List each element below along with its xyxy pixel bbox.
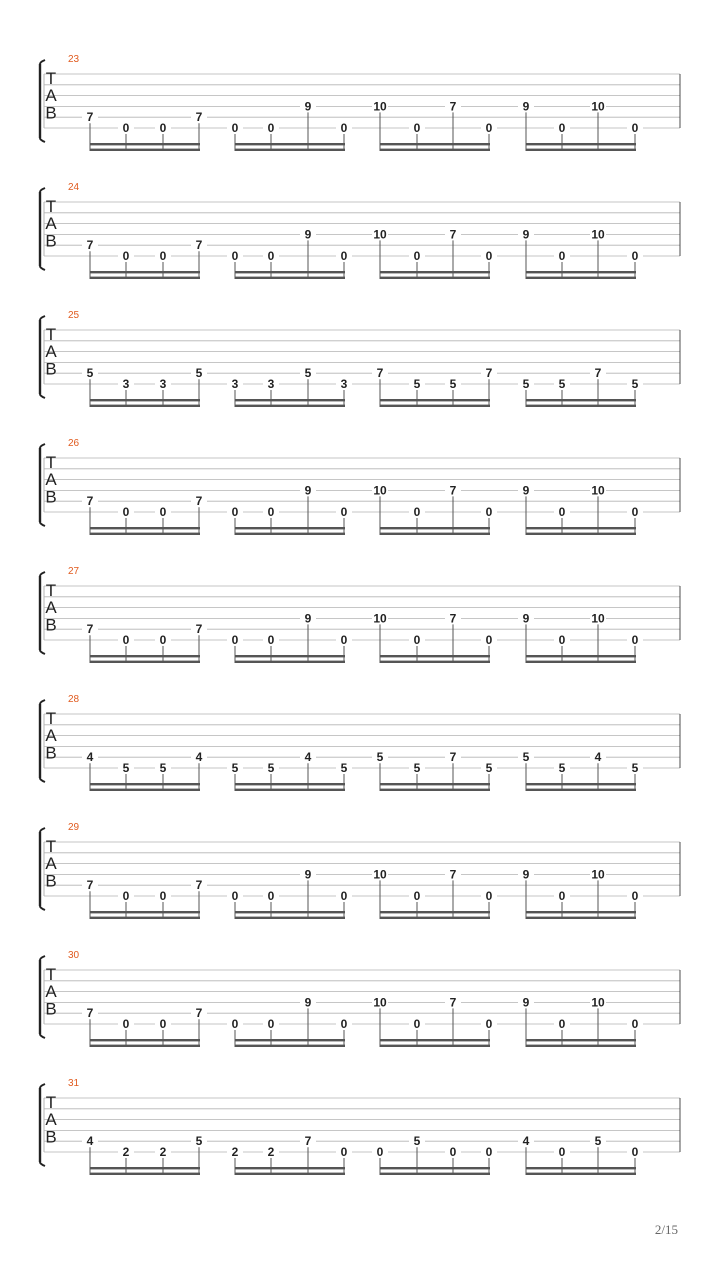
beam-lower: [526, 661, 636, 663]
fret-number: 3: [122, 377, 130, 391]
beam-lower: [235, 1045, 345, 1047]
fret-number: 4: [195, 750, 203, 765]
fret-number: 0: [558, 633, 566, 647]
fret-number: 0: [231, 121, 239, 135]
fret-number: 5: [413, 377, 421, 391]
fret-number: 0: [159, 1017, 167, 1031]
fret-number: 7: [449, 483, 457, 498]
fret-number: 7: [449, 867, 457, 882]
beam-upper: [90, 911, 200, 913]
beam-lower: [380, 1173, 490, 1175]
beam-upper: [380, 783, 490, 785]
tab-clef-a: A: [45, 982, 57, 1002]
beam-upper: [380, 143, 490, 145]
measure-number: 25: [68, 310, 80, 321]
fret-number: 0: [631, 1145, 639, 1159]
fret-number: 5: [195, 1134, 203, 1149]
fret-number: 0: [558, 1145, 566, 1159]
fret-number: 5: [485, 761, 493, 775]
fret-number: 10: [373, 611, 387, 626]
fret-number: 2: [159, 1145, 167, 1159]
beam-lower: [380, 917, 490, 919]
fret-number: 0: [631, 633, 639, 647]
beam-lower: [526, 277, 636, 279]
beam-lower: [90, 789, 200, 791]
fret-number: 3: [159, 377, 167, 391]
fret-number: 0: [122, 1017, 130, 1031]
fret-number: 0: [122, 121, 130, 135]
fret-number: 3: [340, 377, 348, 391]
fret-number: 0: [485, 889, 493, 903]
beam-lower: [235, 789, 345, 791]
fret-number: 0: [267, 889, 275, 903]
fret-number: 0: [631, 889, 639, 903]
beam-lower: [380, 789, 490, 791]
fret-number: 10: [591, 611, 605, 626]
fret-number: 0: [485, 249, 493, 263]
measure-number: 24: [68, 182, 80, 193]
beam-lower: [235, 149, 345, 151]
fret-number: 3: [231, 377, 239, 391]
fret-number: 0: [558, 1017, 566, 1031]
fret-number: 10: [373, 995, 387, 1010]
tab-clef-a: A: [45, 470, 57, 490]
fret-number: 5: [267, 761, 275, 775]
fret-number: 0: [485, 1017, 493, 1031]
tab-clef-t: T: [45, 452, 57, 472]
tab-clef-b: B: [45, 615, 57, 635]
fret-number: 7: [485, 366, 493, 381]
bracket-top-hook: [40, 956, 45, 960]
fret-number: 9: [304, 483, 312, 498]
beam-upper: [380, 655, 490, 657]
fret-number: 0: [122, 249, 130, 263]
fret-number: 0: [413, 633, 421, 647]
fret-number: 0: [631, 121, 639, 135]
beam-lower: [526, 149, 636, 151]
tab-clef-b: B: [45, 103, 57, 123]
fret-number: 0: [485, 1145, 493, 1159]
fret-number: 0: [340, 1017, 348, 1031]
fret-number: 0: [159, 505, 167, 519]
beam-lower: [380, 661, 490, 663]
tab-clef-t: T: [45, 580, 57, 600]
beam-lower: [90, 149, 200, 151]
fret-number: 9: [522, 99, 530, 114]
bracket-bottom-hook: [40, 266, 45, 270]
bracket-top-hook: [40, 700, 45, 704]
staff-system: [40, 1078, 680, 1175]
bracket-top-hook: [40, 572, 45, 576]
tab-clef-a: A: [45, 1110, 57, 1130]
fret-number: 5: [304, 366, 312, 381]
fret-number: 7: [449, 995, 457, 1010]
bracket-top-hook: [40, 444, 45, 448]
beam-upper: [90, 1039, 200, 1041]
fret-number: 7: [86, 878, 94, 893]
fret-number: 0: [485, 505, 493, 519]
fret-number: 5: [159, 761, 167, 775]
fret-number: 0: [413, 1017, 421, 1031]
fret-number: 9: [522, 611, 530, 626]
fret-number: 5: [522, 377, 530, 391]
beam-upper: [235, 783, 345, 785]
fret-number: 0: [231, 505, 239, 519]
fret-number: 5: [195, 366, 203, 381]
bracket-bottom-hook: [40, 1034, 45, 1038]
measure-number: 28: [68, 694, 80, 705]
beam-lower: [235, 533, 345, 535]
fret-number: 4: [86, 750, 94, 765]
bracket-bottom-hook: [40, 138, 45, 142]
fret-number: 0: [340, 505, 348, 519]
fret-number: 7: [195, 1006, 203, 1021]
fret-number: 0: [376, 1145, 384, 1159]
tab-clef-t: T: [45, 68, 57, 88]
fret-number: 0: [267, 633, 275, 647]
fret-number: 5: [122, 761, 130, 775]
fret-number: 9: [522, 483, 530, 498]
fret-number: 10: [373, 483, 387, 498]
fret-number: 9: [304, 227, 312, 242]
beam-lower: [90, 277, 200, 279]
fret-number: 4: [522, 1134, 530, 1149]
fret-number: 4: [594, 750, 602, 765]
beam-lower: [526, 1045, 636, 1047]
beam-upper: [526, 1167, 636, 1169]
fret-number: 0: [340, 633, 348, 647]
fret-number: 0: [485, 121, 493, 135]
beam-lower: [235, 405, 345, 407]
beam-upper: [235, 1167, 345, 1169]
bracket-bottom-hook: [40, 778, 45, 782]
fret-number: 0: [159, 889, 167, 903]
fret-number: 7: [195, 622, 203, 637]
fret-number: 5: [631, 761, 639, 775]
tab-clef-t: T: [45, 324, 57, 344]
fret-number: 7: [86, 1006, 94, 1021]
beam-upper: [380, 527, 490, 529]
fret-number: 9: [304, 995, 312, 1010]
tab-clef-t: T: [45, 836, 57, 856]
beam-lower: [526, 533, 636, 535]
fret-number: 0: [413, 249, 421, 263]
beam-upper: [90, 1167, 200, 1169]
fret-number: 0: [122, 505, 130, 519]
fret-number: 0: [340, 1145, 348, 1159]
fret-number: 2: [122, 1145, 130, 1159]
fret-number: 5: [413, 761, 421, 775]
beam-lower: [526, 789, 636, 791]
fret-number: 2: [231, 1145, 239, 1159]
fret-number: 10: [591, 483, 605, 498]
fret-number: 9: [304, 99, 312, 114]
beam-lower: [526, 405, 636, 407]
beam-lower: [526, 1173, 636, 1175]
fret-number: 10: [373, 99, 387, 114]
fret-number: 10: [591, 995, 605, 1010]
fret-number: 5: [231, 761, 239, 775]
fret-number: 0: [413, 505, 421, 519]
beam-upper: [90, 271, 200, 273]
beam-lower: [526, 917, 636, 919]
fret-number: 4: [304, 750, 312, 765]
fret-number: 0: [631, 505, 639, 519]
fret-number: 0: [558, 121, 566, 135]
beam-upper: [235, 143, 345, 145]
beam-upper: [380, 1167, 490, 1169]
beam-upper: [235, 655, 345, 657]
bracket-bottom-hook: [40, 650, 45, 654]
beam-upper: [235, 911, 345, 913]
fret-number: 7: [304, 1134, 312, 1149]
beam-upper: [526, 527, 636, 529]
measure-number: 26: [68, 438, 80, 449]
beam-upper: [90, 399, 200, 401]
staff-system: [40, 694, 680, 791]
tab-clef-t: T: [45, 964, 57, 984]
fret-number: 7: [449, 99, 457, 114]
page-number: 2/15: [654, 1222, 678, 1237]
beam-lower: [380, 277, 490, 279]
measure-number: 29: [68, 822, 80, 833]
fret-number: 7: [195, 878, 203, 893]
fret-number: 9: [522, 227, 530, 242]
tab-clef-b: B: [45, 871, 57, 891]
tab-clef-a: A: [45, 86, 57, 106]
fret-number: 0: [231, 633, 239, 647]
fret-number: 0: [413, 121, 421, 135]
fret-number: 0: [159, 121, 167, 135]
tab-clef-b: B: [45, 231, 57, 251]
bracket-top-hook: [40, 828, 45, 832]
beam-upper: [526, 783, 636, 785]
fret-number: 0: [231, 249, 239, 263]
measure-number: 30: [68, 950, 80, 961]
beam-lower: [380, 533, 490, 535]
fret-number: 0: [231, 1017, 239, 1031]
beam-upper: [90, 783, 200, 785]
fret-number: 0: [631, 1017, 639, 1031]
fret-number: 7: [86, 238, 94, 253]
fret-number: 7: [86, 110, 94, 125]
fret-number: 0: [159, 633, 167, 647]
fret-number: 0: [159, 249, 167, 263]
measure-number: 23: [68, 54, 80, 65]
beam-upper: [526, 911, 636, 913]
fret-number: 10: [591, 99, 605, 114]
tab-clef-b: B: [45, 487, 57, 507]
fret-number: 5: [631, 377, 639, 391]
fret-number: 4: [86, 1134, 94, 1149]
fret-number: 7: [86, 494, 94, 509]
fret-number: 5: [558, 377, 566, 391]
beam-lower: [90, 1173, 200, 1175]
beam-upper: [235, 399, 345, 401]
beam-upper: [235, 527, 345, 529]
fret-number: 0: [122, 633, 130, 647]
bracket-bottom-hook: [40, 906, 45, 910]
fret-number: 0: [267, 249, 275, 263]
beam-lower: [90, 533, 200, 535]
beam-upper: [235, 1039, 345, 1041]
fret-number: 0: [631, 249, 639, 263]
tab-clef-a: A: [45, 726, 57, 746]
bracket-top-hook: [40, 60, 45, 64]
fret-number: 7: [195, 494, 203, 509]
fret-number: 0: [340, 249, 348, 263]
fret-number: 5: [86, 366, 94, 381]
fret-number: 0: [267, 1017, 275, 1031]
beam-upper: [380, 271, 490, 273]
tab-clef-t: T: [45, 196, 57, 216]
fret-number: 0: [267, 505, 275, 519]
fret-number: 3: [267, 377, 275, 391]
tab-clef-t: T: [45, 708, 57, 728]
fret-number: 7: [449, 750, 457, 765]
beam-upper: [526, 1039, 636, 1041]
staff-system: [40, 182, 680, 279]
beam-lower: [235, 661, 345, 663]
fret-number: 7: [449, 227, 457, 242]
fret-number: 9: [522, 867, 530, 882]
tab-clef-a: A: [45, 854, 57, 874]
fret-number: 9: [304, 611, 312, 626]
bracket-top-hook: [40, 1084, 45, 1088]
beam-lower: [90, 661, 200, 663]
tab-clef-a: A: [45, 342, 57, 362]
fret-number: 0: [485, 633, 493, 647]
staff-system: [40, 950, 680, 1047]
tab-clef-b: B: [45, 743, 57, 763]
bracket-top-hook: [40, 188, 45, 192]
tab-clef-b: B: [45, 359, 57, 379]
fret-number: 7: [594, 366, 602, 381]
beam-upper: [90, 655, 200, 657]
fret-number: 5: [413, 1134, 421, 1149]
beam-upper: [526, 271, 636, 273]
beam-lower: [90, 405, 200, 407]
fret-number: 0: [558, 505, 566, 519]
fret-number: 10: [591, 227, 605, 242]
fret-number: 0: [413, 889, 421, 903]
beam-lower: [235, 917, 345, 919]
fret-number: 7: [195, 238, 203, 253]
fret-number: 5: [340, 761, 348, 775]
beam-lower: [380, 1045, 490, 1047]
fret-number: 5: [376, 750, 384, 765]
fret-number: 2: [267, 1145, 275, 1159]
beam-upper: [380, 399, 490, 401]
fret-number: 0: [340, 121, 348, 135]
fret-number: 0: [449, 1145, 457, 1159]
fret-number: 0: [231, 889, 239, 903]
fret-number: 0: [122, 889, 130, 903]
staff-system: [40, 310, 680, 407]
beam-upper: [526, 143, 636, 145]
beam-upper: [90, 527, 200, 529]
staff-system: [40, 438, 680, 535]
beam-lower: [235, 277, 345, 279]
fret-number: 5: [522, 750, 530, 765]
measure-number: 31: [68, 1078, 80, 1089]
staff-system: [40, 566, 680, 663]
tab-clef-t: T: [45, 1092, 57, 1112]
measure-number: 27: [68, 566, 80, 577]
beam-upper: [380, 911, 490, 913]
tab-clef-a: A: [45, 598, 57, 618]
fret-number: 10: [591, 867, 605, 882]
bracket-top-hook: [40, 316, 45, 320]
staff-system: [40, 54, 680, 151]
fret-number: 7: [449, 611, 457, 626]
fret-number: 5: [594, 1134, 602, 1149]
beam-lower: [90, 917, 200, 919]
fret-number: 10: [373, 227, 387, 242]
bracket-bottom-hook: [40, 1162, 45, 1166]
fret-number: 7: [376, 366, 384, 381]
tab-clef-a: A: [45, 214, 57, 234]
tab-clef-b: B: [45, 999, 57, 1019]
fret-number: 7: [86, 622, 94, 637]
fret-number: 9: [522, 995, 530, 1010]
fret-number: 5: [558, 761, 566, 775]
staff-system: [40, 822, 680, 919]
fret-number: 0: [267, 121, 275, 135]
fret-number: 7: [195, 110, 203, 125]
beam-lower: [380, 405, 490, 407]
bracket-bottom-hook: [40, 522, 45, 526]
fret-number: 9: [304, 867, 312, 882]
fret-number: 10: [373, 867, 387, 882]
fret-number: 0: [558, 249, 566, 263]
fret-number: 5: [449, 377, 457, 391]
beam-lower: [90, 1045, 200, 1047]
tab-clef-b: B: [45, 1127, 57, 1147]
beam-upper: [380, 1039, 490, 1041]
beam-upper: [90, 143, 200, 145]
fret-number: 0: [558, 889, 566, 903]
beam-upper: [526, 655, 636, 657]
beam-upper: [526, 399, 636, 401]
beam-lower: [380, 149, 490, 151]
bracket-bottom-hook: [40, 394, 45, 398]
beam-upper: [235, 271, 345, 273]
fret-number: 0: [340, 889, 348, 903]
beam-lower: [235, 1173, 345, 1175]
